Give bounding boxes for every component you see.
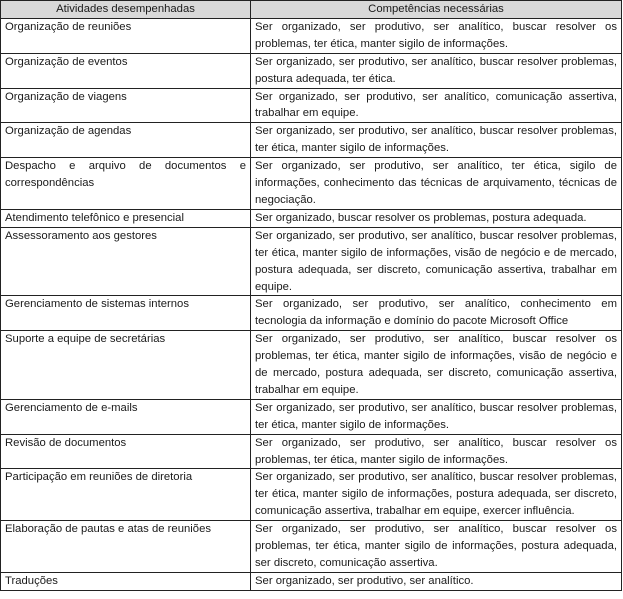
competencies-cell: Ser organizado, buscar resolver os problemas, postura adequada. (251, 209, 622, 227)
competencies-cell: Ser organizado, ser produtivo, ser analítico, buscar resolver problemas, ter ética, manter sigilo de informações. (251, 123, 622, 158)
activity-cell: Gerenciamento de e-mails (1, 399, 251, 434)
activity-cell: Participação em reuniões de diretoria (1, 469, 251, 521)
competencies-cell: Ser organizado, ser produtivo, ser analítico, comunicação assertiva, trabalhar em equipe. (251, 88, 622, 123)
table-row (1, 123, 622, 158)
header-competencies: Competências necessárias (251, 1, 622, 19)
activity-cell: Assessoramento aos gestores (1, 227, 251, 296)
table-row (1, 434, 622, 469)
table-row (1, 331, 622, 400)
activity-cell: Despacho e arquivo de documentos e correspondências (1, 158, 251, 210)
competencies-cell: Ser organizado, ser produtivo, ser analítico, buscar resolver os problemas, ter ética, manter sigilo de informações, visão de negócio e de mercado, postura adequada, ser discreto, comunicação assertiva, trabalhar em equipe. (251, 331, 622, 400)
table-row (1, 296, 622, 331)
competencies-cell: Ser organizado, ser produtivo, ser analítico, buscar resolver os problemas, ter ética, manter sigilo de informações, postura adequada, ser discreto, comunicação assertiva. (251, 521, 622, 573)
table-row (1, 209, 622, 227)
table-row (1, 53, 622, 88)
competencies-cell: Ser organizado, ser produtivo, ser analítico, conhecimento em tecnologia da informação e domínio do pacote Microsoft Office (251, 296, 622, 331)
table-row (1, 469, 622, 521)
activity-cell: Organização de agendas (1, 123, 251, 158)
table-row (1, 88, 622, 123)
table-row (1, 227, 622, 296)
activity-cell: Gerenciamento de sistemas internos (1, 296, 251, 331)
competencies-cell: Ser organizado, ser produtivo, ser analítico, buscar resolver os problemas, ter ética, manter sigilo de informações. (251, 18, 622, 53)
table-row (1, 521, 622, 573)
competencies-cell: Ser organizado, ser produtivo, ser analítico, buscar resolver problemas, ter ética, manter sigilo de informações. (251, 399, 622, 434)
activity-cell: Elaboração de pautas e atas de reuniões (1, 521, 251, 573)
competencies-cell: Ser organizado, ser produtivo, ser analítico, ter ética, sigilo de informações, conhecimento das técnicas de arquivamento, técnicas de negociação. (251, 158, 622, 210)
activity-cell: Organização de eventos (1, 53, 251, 88)
competencies-cell: Ser organizado, ser produtivo, ser analítico, buscar resolver problemas, ter ética, manter sigilo de informações, postura adequada, ser discreto, comunicação assertiva, trabalhar em equipe, exercer influência. (251, 469, 622, 521)
table-header-row (1, 1, 622, 19)
activity-cell: Organização de reuniões (1, 18, 251, 53)
table-row (1, 399, 622, 434)
competencies-cell: Ser organizado, ser produtivo, ser analítico, buscar resolver problemas, postura adequada, ter ética. (251, 53, 622, 88)
activity-cell: Traduções (1, 572, 251, 590)
table-row (1, 572, 622, 590)
competencies-cell: Ser organizado, ser produtivo, ser analítico. (251, 572, 622, 590)
table-row (1, 158, 622, 210)
activity-cell: Suporte a equipe de secretárias (1, 331, 251, 400)
competencies-cell: Ser organizado, ser produtivo, ser analítico, buscar resolver os problemas, ter ética, manter sigilo de informações. (251, 434, 622, 469)
activity-cell: Atendimento telefônico e presencial (1, 209, 251, 227)
header-activities: Atividades desempenhadas (1, 1, 251, 19)
competencies-cell: Ser organizado, ser produtivo, ser analítico, buscar resolver problemas, ter ética, manter sigilo de informações, visão de negócio e de mercado, postura adequada, ser discreto, comunicação assertiva, trabalhar em equipe. (251, 227, 622, 296)
activity-cell: Revisão de documentos (1, 434, 251, 469)
table-row (1, 18, 622, 53)
activity-cell: Organização de viagens (1, 88, 251, 123)
